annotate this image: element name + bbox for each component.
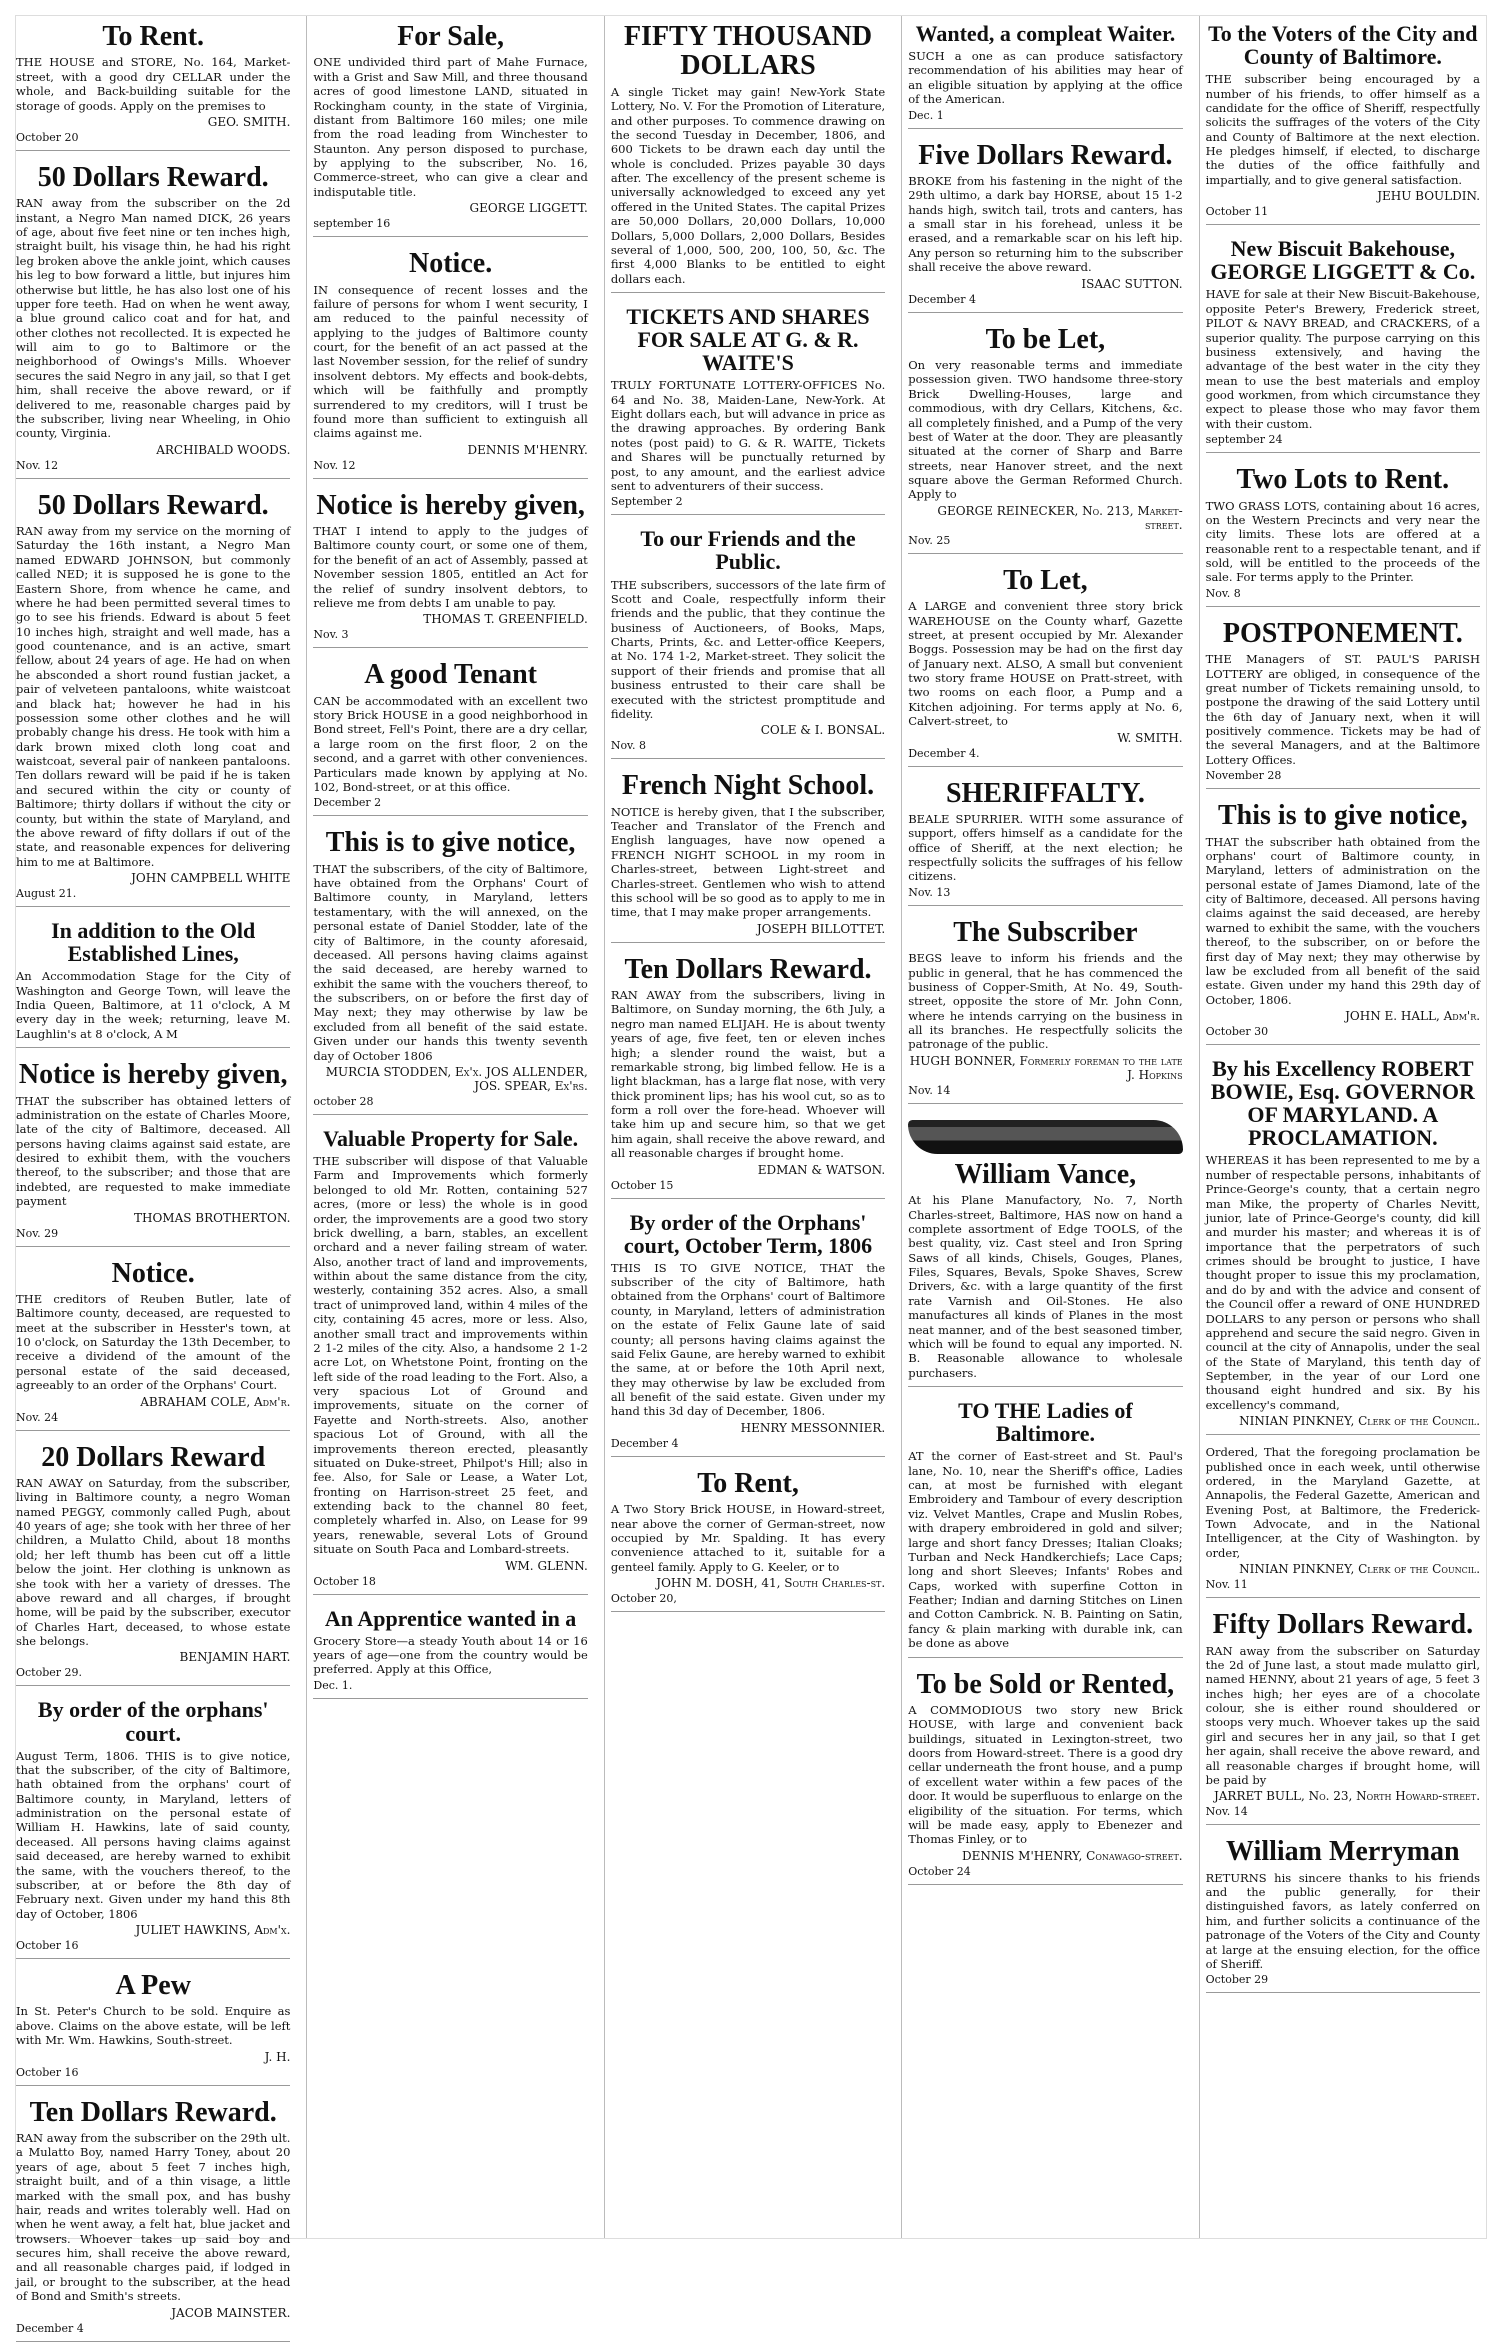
- ad-date-text: Nov. 8: [1205, 586, 1241, 600]
- ad-signature: HUGH BONNER, Formerly foreman to the late J. Hopkins: [909, 1053, 1183, 1082]
- ad-date-text: December 4: [908, 292, 976, 306]
- ad-date: [16, 1666, 290, 1679]
- advertisement: [908, 773, 1187, 906]
- ad-body: RAN AWAY from the subscribers, living in Baltimore, on Sunday morning, the 6th July, a negro man named ELIJAH. He is about twenty years of age, five feet, ten or eleven inches high; a slender round the waist, but a remarkable strong, big limbed fellow. He is a light blackman, has a large flat nose, with very thick prominent lips; has his wool cut, so as to form a roll over the fore-head. Whoever will take him up and secure him, so that we get him again, shall receive the above reward, and all reasonable charges if brought home.: [610, 988, 889, 1161]
- ad-body: NOTICE is hereby given, that I the subscriber, Teacher and Translator of the French and English languages, have now opened a FRENCH NIGHT SCHOOL in my room in Charles-street, between Light-street and Charles-street. Gentlemen who wish to attend this school will be so good as to apply to me in time, that I may make proper arrangements.: [610, 804, 889, 920]
- ad-body: RAN away from my service on the morning of Saturday the 16th instant, a Negro Man named EDWARD JOHNSON, but commonly called NED; it is supposed he is gone to the Eastern Shore, from whence he came, and where he had been permitted several times to go to see his friends. Edward is about 5 feet 10 inches high, straight and well made, has a good countenance, and is an active, smart fellow, about 24 years of age. He had on when he absconded a short round fustian jacket, a pair of velveteen pantaloons, white waistcoat and black hat; however he had in his possession some other clothes and he will probably change his dress. He took with him a dark brown mixed cloth long coat and waistcoat, several pair of nankeen pantaloons. Ten dollars reward will be paid if he is taken and secured within the city or county of Baltimore; thirty dollars if without the city or county, but within the state of Maryland, and the above reward of fifty dollars if out of the state, and reasonable expences for delivering him to me at Baltimore.: [16, 524, 295, 869]
- ad-body: RETURNS his sincere thanks to his friends and the public generally, for their distinguished favors, as lately conferred on him, and further solicits a continuance of the patronage of the Voters of the City and County at large at the ensuing election, for the office of Sheriff.: [1205, 1870, 1484, 1971]
- ad-signature: THOMAS BROTHERTON.: [133, 1210, 291, 1225]
- advertisement: [313, 1121, 592, 1595]
- ad-heading: SHERIFFALTY.: [945, 777, 1145, 809]
- ad-heading: To be Sold or Rented,: [916, 1668, 1175, 1700]
- ad-heading: By his Excellency ROBERT BOWIE, Esq. GOVERNOR OF MARYLAND. A PROCLAMATION.: [1210, 1056, 1475, 1151]
- advertisement: [610, 16, 889, 293]
- ad-signature: MURCIA STODDEN, Ex'x. JOS ALLENDER, JOS. SPEAR, Ex'rs.: [325, 1064, 588, 1093]
- ad-body: RAN AWAY on Saturday, from the subscriber, living in Baltimore county, a negro Woman named PEGGY, commonly called Pugh, about 40 years of age; she took with her three of her children, a Mulatto Child, about 18 months old; her left thumb has been cut off a little below the joint. Her clothing is unknown as she took with her a variety of dresses. The above reward and all charges, if brought home, will be paid by the subscriber, executor of Charles Hart, deceased, to whose estate she belongs.: [16, 1475, 295, 1649]
- advertisement: [16, 1965, 295, 2086]
- ad-date: [16, 2066, 290, 2079]
- ad-date: [16, 1939, 290, 1952]
- ad-date: [16, 887, 290, 900]
- ad-body: IN consequence of recent losses and the failure of persons for whom I went security, I am reduced to the painful necessity of applying to the judges of Baltimore county court, for the benefit of an act passed at the last November session, for the relief of sundry insolvent debtors. My effects and book-debts, which will be faithfully and promptly surrendered to my creditors, will I trust be found more than sufficient to extinguish all claims against me.: [313, 282, 592, 441]
- ad-heading: Notice.: [111, 1257, 195, 1289]
- advertisement: [1205, 1051, 1484, 1435]
- ad-body: THE subscriber will dispose of that Valuable Farm and Improvements which formerly belonged to old Mr. Rotten, containing 527 acres, (more or less) the whole is in good order, the improvements are a good two story brick dwelling, a barn, stables, an excellent orchard and a never failing stream of water. Also, another tract of land and improvements, within about the same distance from the city, westerly, containing 352 acres. Also, a small tract of unimproved land, within 4 miles of the city, containing 45 acres, more or less. Also, another small tract and improvements within 2 1-2 miles of the city. Also, a handsome 2 1-2 acre Lot, on Whetstone Point, fronting on the left side of the road leading to the Fort. Also, a very spacious Lot of Ground and improvements, situate on the corner of Fayette and North-streets. Also, another spacious Lot of Ground, with all the improvements thereon erected, pleasantly situated on Duke-street, Philpot's Hill; also in fee. Also, for Sale or Lease, a Water Lot, fronting on Harrison-street 25 feet, and extending back to the channel 80 feet, completely wharfed in. Also, on Lease for 99 years, renewable, several Lots of Ground situate on South Paca and Lombard-streets.: [313, 1154, 592, 1557]
- ad-body: A Two Story Brick HOUSE, in Howard-street, near above the corner of German-street, now occupied by Mr. Spalding. It has every convenience attached to it, suitable for a genteel family. Apply to G. Keeler, or to: [610, 1502, 889, 1574]
- ad-heading: Notice.: [409, 248, 493, 280]
- ad-body: RAN away from the subscriber on the 2d instant, a Negro Man named DICK, 26 years of age, about five feet nine or ten inches high, straight built, his visage thin, he had his right leg broken above the ankle joint, which causes his leg to bow forward a little, but injures him otherwise but little, he has also lost one of his upper fore teeth. Had on when he went away, a blue ground calico coat and for hat, and other clothes not recollected. It is expected he will aim to go to Baltimore or the neighborhood of Owings's Mills. Whoever secures the said Negro in any jail, so that I get him, shall receive the above reward, or if delivered to me, reasonable charges paid by the subscriber, living near Wheeling, in Ohio county, Virginia.: [16, 196, 295, 441]
- advertisement: [908, 1393, 1187, 1657]
- ad-body: BEALE SPURRIER. WITH some assurance of support, offers himself as a candidate for the office of Sheriff, at the next election; he respectfully solicits the suffrages of his fellow citizens.: [908, 811, 1187, 884]
- ad-body: At his Plane Manufactory, No. 7, North Charles-street, Baltimore, HAS now on hand a complete assortment of Edge TOOLS, of the best quality, viz. Cast steel and Iron Spring Saws of all kinds, Chisels, Gouges, Planes, Files, Squares, Bevals, Spoke Shaves, Screw Drivers, &c. with a large quantity of the first rate Varnish and Oil-Stones. He also manufactures all kinds of Planes in the most neat manner, and of the best seasoned timber, which will be found to equal any imported. N. B. Reasonable allowance to wholesale purchasers.: [908, 1193, 1187, 1380]
- ad-body: ONE undivided third part of Mahe Furnace, with a Grist and Saw Mill, and three thousand acres of good limestone LAND, situated in Rockingham county, in the state of Virginia, distant from Baltimore 160 miles; one mile from the road leading from Winchester to Staunton. Any person disposed to purchase, by applying to the subscriber, No. 16, Commerce-street, who can give a clear and indisputable title.: [313, 55, 592, 199]
- ad-signature: NINIAN PINKNEY, Clerk of the Council.: [1239, 1414, 1481, 1429]
- ad-date: [908, 293, 1182, 306]
- advertisement: [16, 157, 295, 479]
- advertisement: [908, 1664, 1187, 1885]
- ad-signature: WM. GLENN.: [505, 1558, 588, 1573]
- advertisement: [908, 319, 1187, 554]
- ad-signature: JOHN M. DOSH, 41, South Charles-st.: [656, 1576, 886, 1591]
- ad-heading: Ten Dollars Reward.: [29, 2096, 277, 2128]
- ad-signature: JEHU BOULDIN.: [1377, 189, 1481, 204]
- ad-body: AT the corner of East-street and St. Paul's lane, No. 10, near the Sheriff's office, Ladies can, at most be furnished with elegant Embroidery and Tambour of every description viz. Velvet Mantles, Crape and Muslin Robes, with drapery embroidered in gold and silver; large and short fancy Dresses; Italian Cloaks; Turban and Neck Handkerchiefs; Lace Caps; long and short Sleeves; Infants' Robes and Caps, worked with superfine Cotton in Feather; Indian and darning Stitches on Linen and Cotton Cambrick. N. B. Painting on Satin, fancy & plain marking with durable ink, can be done as above: [908, 1449, 1187, 1651]
- ad-signature: JOHN E. HALL, Adm'r.: [1345, 1009, 1481, 1024]
- ad-date: [16, 2322, 290, 2335]
- ad-date-text: Nov. 24: [16, 1410, 59, 1424]
- advertisement: [1205, 16, 1484, 225]
- advertisement: [908, 1110, 1187, 1387]
- ad-heading: Fifty Dollars Reward.: [1212, 1609, 1474, 1641]
- ad-date-text: october 28: [313, 1094, 374, 1108]
- ad-date: [908, 534, 1182, 547]
- advertisement: [16, 16, 295, 151]
- ad-date-text: December 4.: [908, 746, 980, 760]
- ad-date: [1206, 1805, 1480, 1818]
- ad-date-text: Nov. 11: [1205, 1578, 1248, 1592]
- ad-signature: BENJAMIN HART.: [179, 1650, 291, 1665]
- ad-signature: JARRET BULL, No. 23, North Howard-street.: [1213, 1789, 1481, 1804]
- ad-date: [313, 1575, 587, 1588]
- ad-date: [16, 459, 290, 472]
- ad-heading: To Rent,: [697, 1467, 799, 1499]
- ad-date-text: Nov. 12: [313, 458, 356, 472]
- ad-body: HAVE for sale at their New Biscuit-Bakehouse, opposite Peter's Brewery, Frederick street, PILOT & NAVY BREAD, and CRACKERS, of a superior quality. The purpose carrying on this business extensively, and having the advantage of the best water in the city they mean to use the best materials and employ good workmen, from which circumstance they expect to please those who may favor them with their custom.: [1205, 287, 1484, 431]
- ad-heading: Notice is hereby given,: [18, 1059, 288, 1091]
- ad-date: [16, 1411, 290, 1424]
- ad-heading: Notice is hereby given,: [316, 489, 585, 521]
- advertisement: [313, 1601, 592, 1699]
- ad-heading: Five Dollars Reward.: [918, 139, 1173, 171]
- ad-date: [1206, 1973, 1480, 1986]
- ad-signature: GEO. SMITH.: [207, 114, 291, 129]
- advertisement: [16, 2092, 295, 2342]
- ad-heading: POSTPONEMENT.: [1222, 617, 1463, 649]
- ad-date: [611, 1437, 885, 1450]
- ad-heading: For Sale,: [397, 21, 505, 52]
- advertisement: [1205, 459, 1484, 607]
- ad-date-text: September 2: [610, 495, 683, 509]
- ad-date-text: October 18: [313, 1574, 376, 1588]
- ad-date: [1206, 205, 1480, 218]
- ad-signature: W. SMITH.: [1117, 730, 1183, 745]
- ad-heading: This is to give notice,: [1217, 800, 1468, 832]
- ad-heading: New Biscuit Bakehouse, GEORGE LIGGETT & Co.: [1210, 236, 1476, 285]
- ad-date: [16, 1227, 290, 1240]
- column-4: [901, 16, 1188, 2238]
- ad-date-text: Nov. 29: [16, 1226, 59, 1240]
- advertisement: [610, 949, 889, 1199]
- ad-heading: By order of the orphans' court.: [37, 1697, 269, 1746]
- ad-date: [1206, 769, 1480, 782]
- advertisement: [313, 243, 592, 479]
- ad-signature: ARCHIBALD WOODS.: [156, 442, 291, 457]
- ad-date-text: Nov. 14: [908, 1083, 951, 1097]
- ad-date-text: October 29: [1205, 1973, 1269, 1987]
- ad-date: [611, 739, 885, 752]
- ad-heading: TO THE Ladies of Baltimore.: [958, 1398, 1133, 1447]
- ad-signature: ISAAC SUTTON.: [1081, 276, 1183, 291]
- ad-date: [908, 1865, 1182, 1878]
- ad-signature: GEORGE REINECKER, No. 213, Market-street.: [937, 503, 1183, 532]
- ad-body: THE subscribers, successors of the late firm of Scott and Coale, respectfully inform their friends and the public, that they continue the business of Auctioneers, of Books, Maps, Charts, Prints, &c. and Letter-office Keepers, at No. 174 1-2, Market-street. They solicit the support of their friends and promise that all business entrusted to their care shall be executed with the strictest promptitude and fidelity.: [610, 577, 889, 721]
- ad-date-text: December 2: [313, 796, 382, 810]
- ad-body: An Accommodation Stage for the City of Washington and George Town, will leave the India Queen, Baltimore, at 11 o'clock, A M every day in the week; returning, leave M. Laughlin's at 8 o'clock, A M: [16, 969, 295, 1041]
- ad-body: RAN away from the subscriber on the 29th ult. a Mulatto Boy, named Harry Toney, about 20 years of age, about 5 feet 7 inches high, straight built, and of a thin visage, a little marked with the small pox, and has bushy hair, reads and writes tolerably well. Had on when he went away, a felt hat, blue jacket and trowsers. Whoever takes up said boy and secures him, shall receive the above reward, and all reasonable charges paid, if lodged in jail, or brought to the subscriber, at the head of Bond and Smith's streets.: [16, 2131, 295, 2304]
- ad-date-text: October 16: [16, 1939, 79, 1953]
- advertisement: [610, 765, 889, 942]
- ad-date-text: November 28: [1205, 769, 1282, 783]
- ad-date-text: October 24: [908, 1864, 971, 1878]
- ad-date: [313, 1679, 587, 1692]
- ad-signature: DENNIS M'HENRY.: [467, 442, 588, 457]
- ad-signature: ABRAHAM COLE, Adm'r.: [140, 1394, 291, 1409]
- column-2: [306, 16, 593, 2238]
- ad-heading: French Night School.: [621, 770, 875, 802]
- ad-heading: 50 Dollars Reward.: [37, 161, 269, 193]
- columns: [16, 16, 1486, 2335]
- ad-date-text: October 11: [1205, 205, 1269, 219]
- ad-date: [611, 1592, 885, 1605]
- ad-date: [1206, 1578, 1480, 1591]
- ad-body: THIS IS TO GIVE NOTICE, THAT the subscriber of the city of Baltimore, hath obtained from the Orphans' court of Baltimore county, in Maryland, letters of administration on the estate of Felix Gaune late of said county; all persons having claims against the said Felix Gaune, are hereby warned to exhibit the same, at or before the 10th April next, they may otherwise by law be excluded from all benefit of the said estate. Given under my hand this 3d day of December, 1806.: [610, 1260, 889, 1419]
- ad-heading: To Rent.: [102, 21, 205, 52]
- ad-body: THE HOUSE and STORE, No. 164, Market-street, with a good dry CELLAR under the whole, and Back-building suitable for the storage of goods. Apply on the premises to: [16, 55, 295, 113]
- ad-date: [313, 628, 587, 641]
- advertisement: [908, 560, 1187, 767]
- ad-date-text: October 15: [610, 1178, 674, 1192]
- ad-body: TWO GRASS LOTS, containing about 16 acres, on the Western Precincts and very near the city limits. These lots are offered at a reasonable rent to a respectable tenant, and if sold, will be entitled to the proceeds of the sale. For terms apply to the Printer.: [1205, 498, 1484, 585]
- advertisement: [908, 912, 1187, 1104]
- ad-date-text: October 29.: [16, 1666, 83, 1680]
- advertisement: [610, 1205, 889, 1457]
- ad-body: A single Ticket may gain! New-York State Lottery, No. V. For the Promotion of Literature, and other purposes. To commence drawing on the second Tuesday in December, 1806, and 600 Tickets to be drawn each day until the whole is concluded. Prizes payable 30 days after. The excellency of the present scheme is universally acknowledged to exceed any yet offered in the United States. The capital Prizes are 50,000 Dollars, 20,000 Dollars, 10,000 Dollars, 5,000 Dollars, 2,000 Dollars, Besides several of 1,000, 500, 200, 100, 50, &c. The first 4,000 Blanks to be entitled to eight dollars each.: [610, 84, 889, 286]
- ad-date: [908, 1084, 1182, 1097]
- advertisement: [16, 1253, 295, 1431]
- advertisement: [610, 1463, 889, 1612]
- ad-date-text: Nov. 14: [1205, 1805, 1248, 1819]
- ad-body: BEGS leave to inform his friends and the public in general, that he has commenced the business of Copper-Smith, At No. 49, South-street, opposite the store of Mr. John Conn, where he intends carrying on the business in all its branches. He respectfully solicits the patronage of the public.: [908, 951, 1187, 1052]
- advertisement: [908, 16, 1187, 129]
- ad-body: BROKE from his fastening in the night of the 29th ultimo, a dark bay HORSE, about 15 1-2 hands high, switch tail, trots and canters, has a small star in his forehead, unless it be erased, and a remarkable scar on his left hip. Any person so returning him to the subscriber shall receive the above reward.: [908, 173, 1187, 275]
- advertisement: [610, 299, 889, 515]
- ad-date-text: september 24: [1205, 433, 1283, 447]
- ad-signature: HENRY MESSONNIER.: [740, 1420, 886, 1435]
- ad-heading: William Merryman: [1226, 1836, 1460, 1868]
- ad-date: [1206, 433, 1480, 446]
- ad-body: A COMMODIOUS two story new Brick HOUSE, with large and convenient back buildings, situated in Lexington-street, two doors from Howard-street. There is a good dry cellar underneath the front house, and a pump of excellent water within a few paces of the door. It would be superfluous to enlarge on the eligibility of the situation. For terms, which will be made easy, apply to Ebenezer and Thomas Finley, or to: [908, 1702, 1187, 1847]
- advertisement: [610, 521, 889, 759]
- advertisement: [16, 1437, 295, 1687]
- ad-date: [611, 1179, 885, 1192]
- ad-date: [908, 886, 1182, 899]
- advertisement: [313, 16, 592, 237]
- ad-signature: EDMAN & WATSON.: [757, 1162, 886, 1177]
- newspaper-page: [15, 15, 1487, 2335]
- plane-woodcut-icon: [908, 1120, 1182, 1154]
- ad-body: THE Managers of ST. PAUL'S PARISH LOTTERY are obliged, in consequence of the great number of Tickets remaining unsold, to postpone the drawing of the said Lottery until the 6th day of January next, when it will positively commence. Tickets may be had of the several Managers, and at the Baltimore Lottery Offices.: [1205, 652, 1484, 767]
- ad-date-text: Nov. 3: [313, 628, 349, 642]
- ad-body: THAT I intend to apply to the judges of Baltimore county court, or some one of them, for the benefit of an act of Assembly, passed at November session 1805, entitled an Act for the relief of sundry insolvent debtors, to relieve me from debts I am unable to pay.: [313, 524, 592, 610]
- ad-date-text: Nov. 12: [16, 458, 59, 472]
- ad-date: [908, 109, 1182, 122]
- ad-date: [908, 747, 1182, 760]
- advertisement: [1205, 1604, 1484, 1825]
- ad-heading: 20 Dollars Reward: [41, 1441, 266, 1473]
- ad-date-text: December 4: [16, 2321, 84, 2335]
- ad-body: THE creditors of Reuben Butler, late of Baltimore county, deceased, are requested to meet at the subscriber in Hesster's town, at 10 o'clock, on Saturday the 13th December, to receive a dividend of the amount of the personal estate of the said deceased, agreeably to an order of the Orphans' Court.: [16, 1291, 295, 1393]
- ad-signature: JOHN CAMPBELL WHITE: [131, 871, 291, 886]
- ad-date-text: October 30: [1205, 1025, 1269, 1039]
- ad-heading: An Apprentice wanted in a: [324, 1605, 577, 1631]
- ad-date: [313, 1095, 587, 1108]
- ad-heading: Two Lots to Rent.: [1236, 464, 1450, 496]
- column-3: [604, 16, 891, 2238]
- ad-heading: By order of the Orphans' court, October Term, 1806: [623, 1209, 873, 1258]
- ad-date-text: Nov. 13: [908, 885, 951, 899]
- ad-body: WHEREAS it has been represented to me by a number of respectable persons, inhabitants of Prince-George's county, that a certain negro man Mike, the property of Charles Nevitt, junior, late of Prince-George's county, did kill and murder his master; and whereas it is of importance that the perpetrators of such crimes should be brought to justice, I have thought proper to issue this my proclamation, and do by and with the advice and consent of the Council offer a reward of ONE HUNDRED DOLLARS to any person or persons who shall apprehend and secure the said negro. Given in council at the city of Annapolis, under the seal of the State of Maryland, this tenth day of September, in the year of our Lord one thousand eight hundred and six. By his excellency's command,: [1205, 1153, 1484, 1412]
- ad-signature: COLE & I. BONSAL.: [760, 723, 886, 738]
- ad-signature: DENNIS M'HENRY, Conawago-street.: [962, 1848, 1183, 1863]
- ad-signature: JACOB MAINSTER.: [171, 2305, 291, 2320]
- advertisement: [16, 1692, 295, 1959]
- ad-signature: THOMAS T. GREENFIELD.: [423, 612, 588, 627]
- ad-date-text: October 16: [16, 2065, 79, 2079]
- ad-heading: FIFTY THOUSAND DOLLARS: [623, 21, 873, 82]
- column-1: [16, 16, 296, 2335]
- column-5: [1199, 16, 1486, 2238]
- advertisement: [1205, 1441, 1484, 1598]
- ad-heading: To be Let,: [985, 323, 1106, 355]
- ad-heading: To Let,: [1003, 564, 1088, 596]
- ad-heading: TICKETS AND SHARES FOR SALE AT G. & R. WAITE'S: [626, 304, 870, 376]
- ad-date-text: Dec. 1: [908, 108, 944, 122]
- ad-date-text: Nov. 8: [610, 739, 646, 753]
- ad-body: THAT the subscriber has obtained letters of administration on the estate of Charles Moore, late of the city of Baltimore, deceased. All persons having claims against said estate, are desired to exhibit them, with the vouchers thereof, to the subscriber; and those that are indebted, are requested to make immediate payment: [16, 1093, 295, 1209]
- ad-heading: 50 Dollars Reward.: [37, 489, 269, 521]
- ad-heading: The Subscriber: [953, 916, 1138, 948]
- ad-date: [611, 495, 885, 508]
- ad-heading: To the Voters of the City and County of Baltimore.: [1208, 21, 1478, 70]
- ad-body: TRULY FORTUNATE LOTTERY-OFFICES No. 64 and No. 38, Maiden-Lane, New-York. At Eight dollars each, but will advance in price as the drawing approaches. By ordering Bank notes (post paid) to G. & R. WAITE, Tickets and Shares will be punctually returned by post, to any amount, and the earliest advice sent to adventurers of their success.: [610, 378, 889, 493]
- advertisement: [16, 485, 295, 907]
- ad-date-text: October 20,: [610, 1592, 677, 1606]
- ad-body: On very reasonable terms and immediate possession given. TWO handsome three-story Brick Dwelling-Houses, large and commodious, with dry Cellars, Kitchens, &c. all completely finished, and a Pump of the very best of Water at the door. They are pleasantly situated at the corner of Sharp and Barre streets, near Hanover street, and the next square above the German Reformed Church. Apply to: [908, 358, 1187, 502]
- ad-heading: This is to give notice,: [325, 827, 576, 859]
- advertisement: [908, 135, 1187, 313]
- ad-date-text: August 21.: [16, 887, 77, 901]
- ad-date: [313, 217, 587, 230]
- ad-heading: A Pew: [115, 1970, 191, 2002]
- ad-body: THAT the subscribers, of the city of Baltimore, have obtained from the Orphans' Court of Baltimore county, in Maryland, letters testamentary, with the will annexed, on the personal estate of Daniel Stodder, late of the city of Baltimore, in the county aforesaid, deceased. All persons having claims against the said deceased, are hereby warned to exhibit the same with the vouchers thereof, to the subscribers, on or before the first day of May next; they may otherwise by law be excluded from all benefit of the said estate. Given under our hands this twenty seventh day of October 1806: [313, 861, 592, 1063]
- ad-body: RAN away from the subscriber on Saturday the 2d of June last, a stout made mulatto girl, named HENNY, about 21 years of age, 5 feet 3 inches high; her eyes are of a chocolate colour, she is either round shouldered or stoops very much. Whoever takes up the said girl and secures her in any jail, so that I get her again, shall receive the above reward, and all reasonable charges if brought home, will be paid by: [1205, 1643, 1484, 1787]
- advertisement: [16, 913, 295, 1048]
- ad-heading: Wanted, a compleat Waiter.: [915, 21, 1176, 46]
- ad-heading: William Vance,: [954, 1158, 1137, 1190]
- ad-body: THAT the subscriber hath obtained from the orphans' court of Baltimore county, in Maryland, letters of administration on the personal estate of James Diamond, late of the city of Baltimore, deceased. All persons having claims against the said deceased, are hereby warned to exhibit the same, with the vouchers thereof, to the subscriber, on or before the first day of May next; they may otherwise by law be excluded from all benefit of the said estate. Given under my hand this 29th day of October, 1806.: [1205, 834, 1484, 1007]
- ad-date-text: Dec. 1.: [313, 1678, 353, 1692]
- ad-body: August Term, 1806. THIS is to give notice, that the subscriber, of the city of Baltimore, hath obtained from the orphans' court of Baltimore county, in Maryland, letters of administration on the personal estate of William H. Hawkins, late of said county, deceased. All persons having claims against said deceased, are hereby warned to exhibit the same, with the vouchers thereof, to the subscriber, at or before the 8th day of February next. Given under my hand this 8th day of October, 1806: [16, 1748, 295, 1921]
- ad-body: Ordered, That the foregoing proclamation be published once in each week, until otherwise ordered, in the Maryland Gazette, at Annapolis, the Federal Gazette, American and Evening Post, at Baltimore, the Frederick-Town Advocate, and in the National Intelligencer, at the City of Washington. by order,: [1205, 1445, 1484, 1560]
- advertisement: [1205, 613, 1484, 789]
- ad-heading: Valuable Property for Sale.: [323, 1125, 579, 1151]
- advertisement: [313, 485, 592, 649]
- ad-signature: JOSEPH BILLOTTET.: [756, 921, 886, 936]
- advertisement: [1205, 1831, 1484, 1993]
- advertisement: [313, 654, 592, 816]
- ad-heading: In addition to the Old Established Lines,: [51, 918, 256, 967]
- ad-body: In St. Peter's Church to be sold. Enquire as above. Claims on the above estate, will be left with Mr. Wm. Hawkins, South-street.: [16, 2004, 295, 2048]
- advertisement: [1205, 795, 1484, 1045]
- ad-signature: JULIET HAWKINS, Adm'x.: [135, 1923, 291, 1938]
- ad-body: SUCH a one as can produce satisfactory recommendation of his abilities may hear of an eligible situation by applying at the office of the American.: [908, 49, 1187, 107]
- ad-date: [1206, 1025, 1480, 1038]
- ad-date: [313, 796, 587, 809]
- ad-date: [313, 459, 587, 472]
- ad-signature: GEORGE LIGGETT.: [469, 201, 588, 216]
- ad-heading: A good Tenant: [364, 659, 537, 691]
- ad-heading: Ten Dollars Reward.: [624, 953, 872, 985]
- ad-date-text: september 16: [313, 217, 391, 231]
- ad-body: A LARGE and convenient three story brick WAREHOUSE on the County wharf, Gazette street, at present occupied by Mr. Alexander Boggs. Possession may be had on the first day of January next. ALSO, A small but convenient two story frame HOUSE on Pratt-street, with two rooms on each floor, a Pump and a Kitchen adjoining. For terms apply at No. 6, Calvert-street, to: [908, 599, 1187, 729]
- ad-body: Grocery Store—a steady Youth about 14 or 16 years of age—one from the country would be preferred. Apply at this Office,: [313, 1633, 592, 1677]
- ad-body: CAN be accommodated with an excellent two story Brick HOUSE in a good neighborhood in Bond street, Fell's Point, there are a dry cellar, a large room on the first floor, 2 on the second, and a garret with other conveniences. Particulars made known by applying at No. 102, Bond-street, or at this office.: [313, 693, 592, 794]
- ad-date-text: December 4: [610, 1436, 679, 1450]
- ad-date-text: Nov. 25: [908, 533, 951, 547]
- advertisement: [1205, 231, 1484, 453]
- ad-signature: NINIAN PINKNEY, Clerk of the Council.: [1239, 1562, 1481, 1577]
- ad-signature: J. H.: [264, 2049, 291, 2064]
- ad-body: THE subscriber being encouraged by a number of his friends, to offer himself as a candidate for the office of Sheriff, respectfully solicits the suffrages of the voters of the City and County of Baltimore at the next election. He pledges himself, if elected, to discharge the duties of the office faithfully and impartially, and to give general satisfaction.: [1205, 72, 1484, 187]
- ad-date: [1206, 587, 1480, 600]
- advertisement: [16, 1054, 295, 1246]
- ad-heading: To our Friends and the Public.: [640, 526, 856, 575]
- advertisement: [313, 822, 592, 1115]
- ad-date-text: October 20: [16, 130, 79, 144]
- ad-date: [16, 131, 290, 144]
